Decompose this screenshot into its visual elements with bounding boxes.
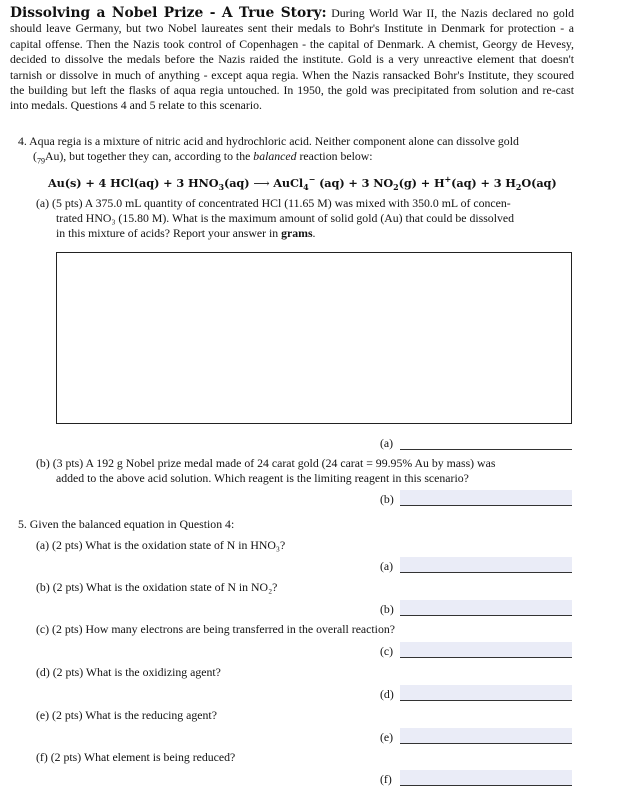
answer-label: (a)	[380, 559, 394, 573]
answer-field[interactable]	[400, 600, 572, 616]
answer-field[interactable]	[400, 685, 572, 701]
intro-text: During World War II, the Nazis declared no gold should leave Germany, but two Nobel laureates sent their medals to Bohr's Institute in Denmark for protection - a capital offense. Then the Nazis took control of Copenhagen - the capital of Denmark. A chemist, Georgy de Hevesy, decided to dissolve the medals before the Nazis raided the institute. Gold is a very unreactive element that doesn't tarnish or dissolve in much of anything - except aqua regia. When the Nazis ransacked Bohr's Institute, they scoured the building but left the flasks of aqua regia untouched. In 1950, the gold was precipitated from solution and re-cast into medals. Questions 4 and 5 relate to this scenario.	[10, 6, 574, 113]
answer-field[interactable]	[400, 557, 572, 573]
q5c-answer[interactable]	[380, 642, 572, 658]
q4-stem-text: Au), but together they can, according to the	[44, 149, 251, 164]
eq-sup: +	[444, 174, 452, 184]
q4-stem-line1: 4. Aqua regia is a mixture of nitric acid and hydrochloric acid. Neither component alone can dissolve gold	[18, 134, 519, 148]
q4b-prompt	[36, 456, 576, 486]
q4-paren: (	[33, 149, 37, 164]
q5f-answer[interactable]	[380, 770, 572, 786]
q4a-line1: (a) (5 pts) A 375.0 mL quantity of concentrated HCl (11.65 M) was mixed with 350.0 mL of concen-	[36, 196, 511, 210]
q4b-line1: (b) (3 pts) A 192 g Nobel prize medal made of 24 carat gold (24 carat = 99.95% Au by mass) was	[36, 456, 496, 470]
reaction-equation	[48, 174, 557, 192]
q4-atomic-number: 79	[36, 156, 45, 166]
eq-sup: −	[308, 174, 316, 184]
eq-sub: 3	[218, 182, 224, 193]
eq-arrow: ⟶	[253, 176, 270, 190]
eq-sub: 4	[303, 182, 309, 193]
q5b-prompt: (b) (2 pts) What is the oxidation state of N in NO₂?	[36, 580, 278, 594]
work-box[interactable]	[56, 252, 572, 424]
q4a-prompt	[36, 196, 576, 242]
answer-field[interactable]	[400, 642, 572, 658]
q4-stem	[18, 134, 578, 169]
q5-stem: 5. Given the balanced equation in Question 4:	[18, 517, 235, 531]
eq-lhs: Au(s) + 4 HCl(aq) + 3 HNO	[48, 175, 219, 190]
q5a-prompt: (a) (2 pts) What is the oxidation state of N in HNO₃?	[36, 538, 286, 552]
q5a-answer[interactable]	[380, 557, 572, 573]
q5b-answer[interactable]	[380, 600, 572, 616]
q4-stem-end: reaction below:	[299, 149, 373, 164]
answer-label: (a)	[380, 436, 394, 450]
answer-label: (f)	[380, 772, 392, 786]
eq-rhs3: (g) + H	[398, 175, 445, 190]
answer-field[interactable]	[400, 728, 572, 744]
answer-field[interactable]	[400, 770, 572, 786]
eq-rhs1: AuCl	[273, 175, 304, 190]
q4-stem-emphasis: balanced	[253, 149, 297, 164]
q4-stem-line2	[18, 149, 578, 169]
answer-label: (c)	[380, 644, 394, 658]
q4a-line3-bold: grams	[281, 226, 313, 241]
q5d-answer[interactable]	[380, 685, 572, 701]
q5e-answer[interactable]	[380, 728, 572, 744]
q5e-prompt: (e) (2 pts) What is the reducing agent?	[36, 708, 217, 722]
q4b-line2: added to the above acid solution. Which reagent is the limiting reagent in this scenario?	[56, 471, 469, 486]
answer-field[interactable]	[400, 490, 572, 506]
eq-lhs-end: (aq)	[223, 175, 250, 190]
q4b-answer[interactable]	[380, 490, 572, 506]
eq-sub: 2	[515, 182, 522, 193]
q4a-line2: trated HNO₃ (15.80 M). What is the maximum amount of solid gold (Au) that could be dissolved	[56, 211, 515, 226]
answer-label: (e)	[380, 730, 394, 744]
q4a-answer[interactable]	[380, 434, 572, 450]
eq-rhs4: (aq) + 3 H	[451, 175, 516, 190]
q5f-prompt: (f) (2 pts) What element is being reduced?	[36, 750, 236, 764]
eq-rhs5: O(aq)	[521, 175, 557, 190]
intro-paragraph	[10, 6, 574, 114]
q4a-line3	[36, 226, 576, 241]
q5c-prompt: (c) (2 pts) How many electrons are being transferred in the overall reaction?	[36, 622, 395, 636]
answer-label: (b)	[380, 602, 394, 616]
eq-sub: 2	[393, 182, 399, 193]
intro-title: Dissolving a Nobel Prize - A True Story:	[10, 5, 327, 21]
q5d-prompt: (d) (2 pts) What is the oxidizing agent?	[36, 665, 221, 679]
q4a-line3-end: .	[312, 226, 316, 241]
eq-rhs2: (aq) + 3 NO	[319, 175, 394, 190]
answer-label: (b)	[380, 492, 394, 506]
answer-label: (d)	[380, 687, 394, 701]
answer-field[interactable]	[400, 434, 572, 450]
q4a-line3-text: in this mixture of acids? Report your answer in	[56, 226, 279, 241]
